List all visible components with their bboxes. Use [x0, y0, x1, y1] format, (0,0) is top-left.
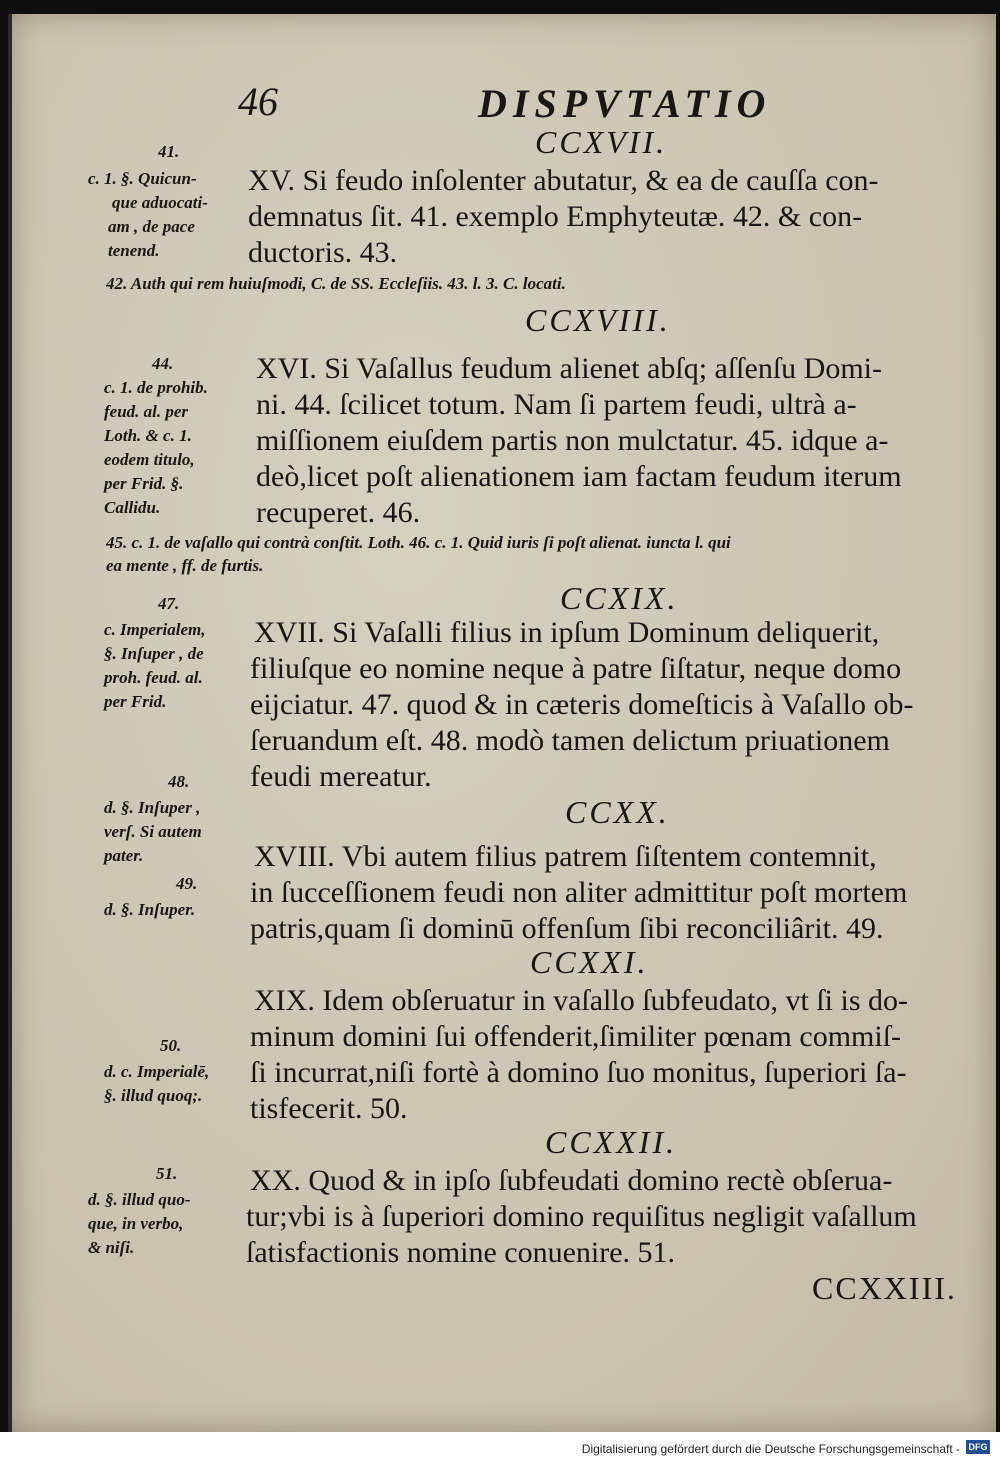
- margin-note-line: d. §. Inſuper.: [104, 900, 196, 919]
- text-line: minum domini ſui offenderit,ſimiliter pœnam commiſ-: [250, 1020, 902, 1053]
- margin-note-line: §. Inſuper , de: [104, 644, 204, 663]
- margin-note-line: d. §. illud quo-: [88, 1190, 191, 1209]
- margin-note-line: c. 1. §. Quicun-: [88, 169, 197, 188]
- text-line: filiuſque eo nomine neque à patre ſiſtatur, neque domo: [250, 652, 902, 685]
- margin-note-line: Callidu.: [104, 498, 161, 517]
- text-line: ſeruandum eſt. 48. modò tamen delictum priuationem: [250, 724, 890, 757]
- text-line: XVI. Si Vaſallus feudum alienet abſq; aſſenſu Domi-: [256, 352, 882, 385]
- section-title: CCXX.: [565, 794, 670, 830]
- margin-number: 41.: [158, 142, 180, 161]
- page-number: 46: [238, 79, 278, 124]
- section-title: CCXIX.: [560, 580, 679, 616]
- section-title: CCXVII.: [535, 124, 668, 160]
- margin-note-line: Loth. & c. 1.: [104, 426, 192, 445]
- text-line: XX. Quod & in ipſo ſubfeudati domino rectè obſerua-: [250, 1164, 893, 1197]
- text-line: recuperet. 46.: [256, 496, 421, 529]
- margin-number: 48.: [168, 772, 190, 791]
- margin-number: 51.: [156, 1164, 178, 1183]
- text-line: miſſionem eiuſdem partis non mulctatur. 45. idque a-: [256, 424, 889, 457]
- text-line: XVIII. Vbi autem filius patrem ſiſtentem contemnit,: [254, 840, 877, 873]
- margin-note-line: §. illud quoq;.: [104, 1086, 203, 1105]
- margin-note-line: d. c. Imperialē,: [104, 1062, 210, 1081]
- text-line: deò,licet poſt alienationem iam factam feudum iterum: [256, 460, 902, 493]
- running-title: DISPVTATIO: [478, 81, 772, 126]
- catchword: CCXXIII.: [812, 1270, 957, 1306]
- margin-note-line: tenend.: [108, 241, 160, 260]
- text-line: XVII. Si Vaſalli filius in ipſum Dominum deliquerit,: [254, 616, 880, 649]
- text-line: ni. 44. ſcilicet totum. Nam ſi partem feudi, ultrà a-: [256, 388, 857, 421]
- text-line: in ſucceſſionem feudi non aliter admittitur poſt mortem: [250, 876, 908, 909]
- margin-number: 44.: [152, 354, 174, 373]
- margin-note-line: c. 1. de prohib.: [104, 378, 208, 397]
- footnote-line: 42. Auth qui rem huiuſmodi, C. de SS. Eccleſiis. 43. l. 3. C. locati.: [106, 274, 566, 293]
- margin-note-line: d. §. Inſuper ,: [104, 798, 201, 817]
- section-title: CCXXII.: [545, 1124, 678, 1160]
- margin-note-line: & niſi.: [88, 1238, 135, 1257]
- text-line: ſi incurrat,niſi fortè à domino ſuo monitus, ſuperiori ſa-: [250, 1056, 907, 1089]
- text-line: ſatisfactionis nomine conuenire. 51.: [246, 1236, 676, 1269]
- margin-note-line: c. Imperialem,: [104, 620, 206, 639]
- margin-note-line: per Frid.: [104, 692, 167, 711]
- dfg-logo-icon: DFG: [966, 1440, 990, 1454]
- footnote-line: ea mente , ff. de furtis.: [106, 556, 264, 575]
- digitization-footer: [0, 1432, 1000, 1464]
- margin-note-line: eodem titulo,: [104, 450, 195, 469]
- section-title: CCXVIII.: [525, 302, 671, 338]
- margin-number: 49.: [176, 874, 198, 893]
- margin-number: 47.: [158, 594, 180, 613]
- text-line: XV. Si feudo inſolenter abutatur, & ea de cauſſa con-: [248, 164, 879, 197]
- text-line: tur;vbi is à ſuperiori domino requiſitus negligit vaſallum: [246, 1200, 917, 1233]
- margin-note-line: verſ. Si autem: [104, 822, 202, 841]
- margin-note-line: proh. feud. al.: [104, 668, 203, 687]
- footnote-line: 45. c. 1. de vaſallo qui contrà conſtit. Loth. 46. c. 1. Quid iuris ſi poſt alienat. iuncta l. qui: [106, 533, 731, 552]
- text-line: eijciatur. 47. quod & in cæteris domeſticis à Vaſallo ob-: [250, 688, 914, 721]
- margin-note-line: pater.: [104, 846, 144, 865]
- section-title: CCXXI.: [530, 944, 649, 980]
- text-line: feudi mereatur.: [250, 760, 432, 793]
- text-line: XIX. Idem obſeruatur in vaſallo ſubfeudato, vt ſi is do-: [254, 984, 909, 1017]
- margin-note-line: que aduocati-: [112, 193, 208, 212]
- text-line: tisfecerit. 50.: [250, 1092, 408, 1125]
- margin-number: 50.: [160, 1036, 182, 1055]
- footer-text: Digitalisierung gefördert durch die Deutsche Forschungsgemeinschaft -: [581, 1442, 960, 1456]
- text-line: demnatus ſit. 41. exemplo Emphyteutæ. 42. & con-: [248, 200, 863, 233]
- margin-note-line: per Frid. §.: [104, 474, 184, 493]
- text-line: patris,quam ſi dominū offenſum ſibi reconciliârit. 49.: [250, 912, 884, 945]
- margin-note-line: feud. al. per: [104, 402, 189, 421]
- margin-note-line: que, in verbo,: [88, 1214, 184, 1233]
- margin-note-line: am , de pace: [108, 217, 195, 236]
- text-line: ductoris. 43.: [248, 236, 398, 269]
